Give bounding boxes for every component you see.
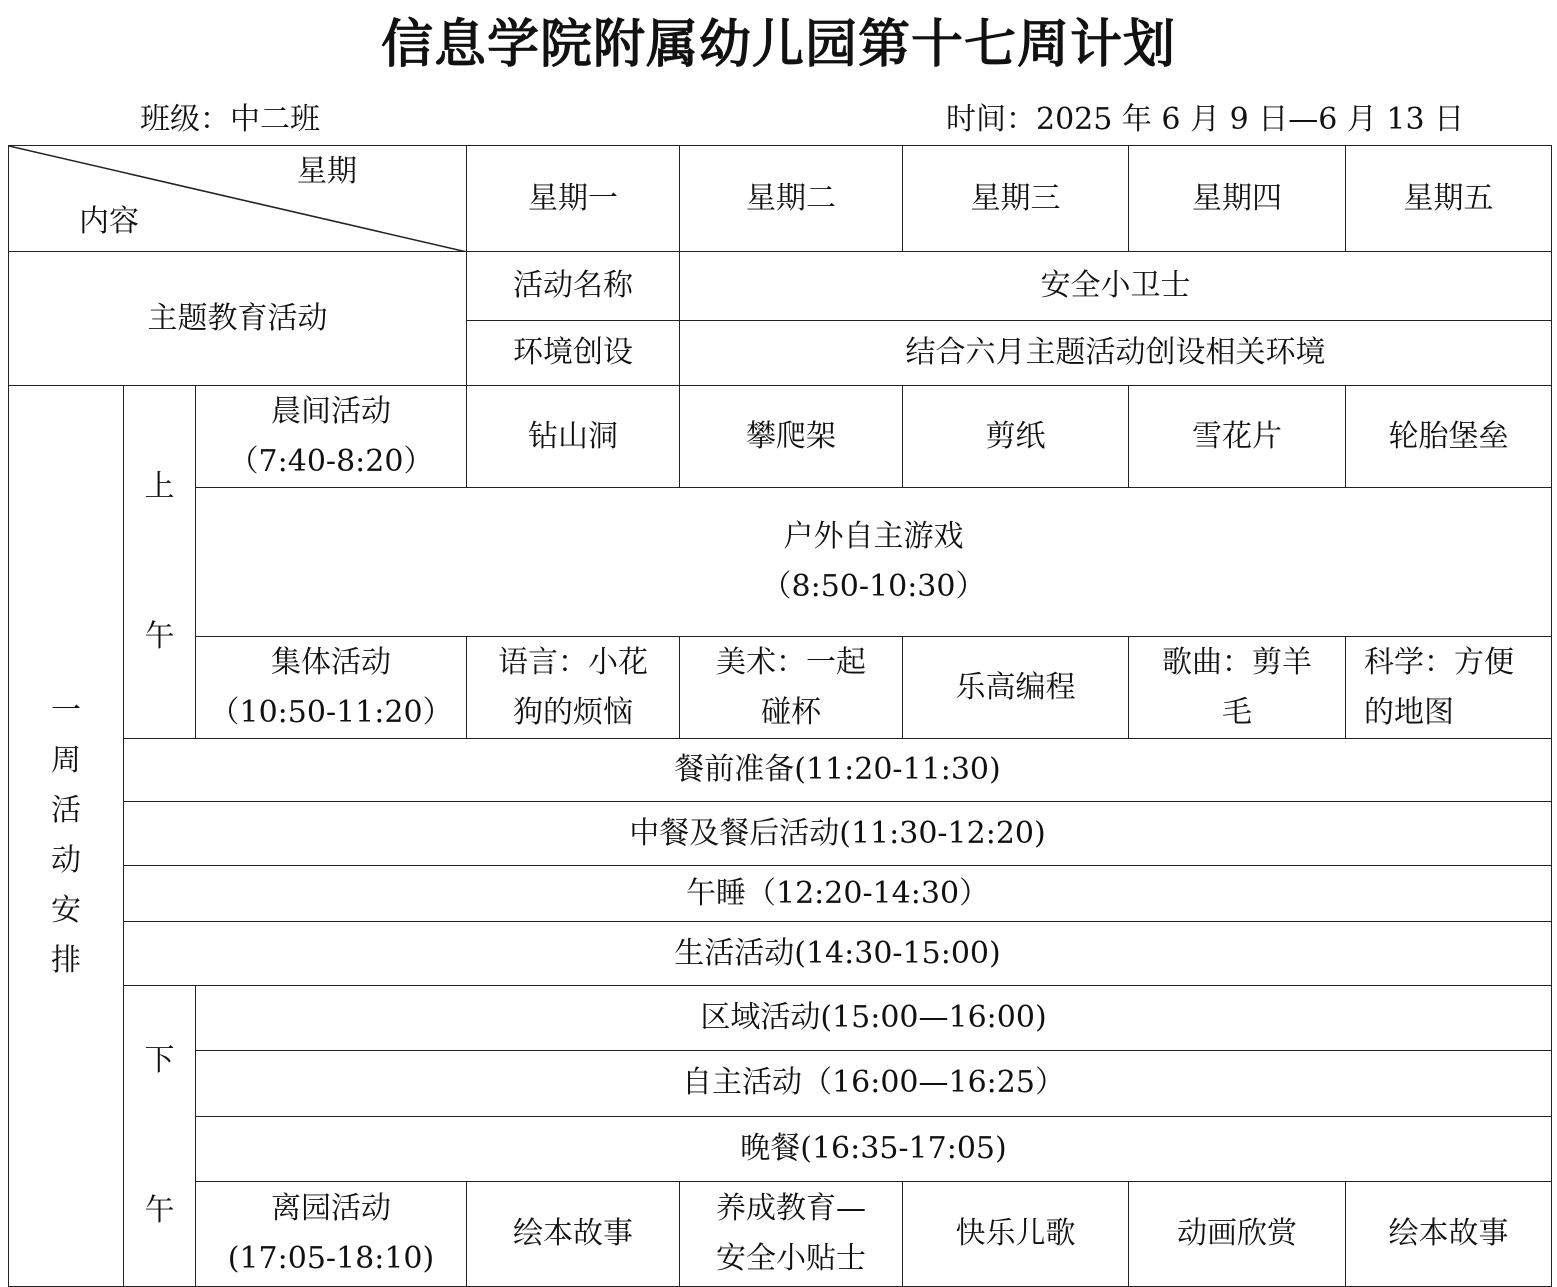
group-activity-fri — [1346, 637, 1552, 739]
theme-env-value: 结合六月主题活动创设相关环境 — [680, 321, 1552, 386]
leave-activity-row — [9, 1181, 1552, 1286]
leave-activity-mon — [467, 1181, 680, 1286]
leave-activity-line: 养成教育— — [716, 1190, 867, 1226]
group-activity-time: （10:50-11:20） — [209, 694, 453, 730]
lunch-row — [9, 802, 1552, 866]
group-activity-wed — [903, 637, 1129, 739]
group-activity-line: 碰杯 — [761, 694, 822, 730]
leave-activity-line: 安全小贴士 — [716, 1240, 867, 1276]
day-header-thu: 星期四 — [1129, 146, 1346, 252]
document-title: 信息学院附属幼儿园第十七周计划 — [380, 15, 1176, 75]
meal-prep-row — [9, 739, 1552, 802]
outdoor-label: 户外自主游戏 — [783, 519, 964, 554]
afternoon-label-char: 午 — [144, 1193, 175, 1228]
morning-activity-label — [196, 386, 467, 488]
group-activity-line: 乐高编程 — [955, 669, 1076, 705]
group-activity-line: 科学：方便 — [1364, 644, 1515, 680]
leave-activity-tue — [680, 1181, 903, 1286]
area-activity-cell: 区域活动(15:00—16:00) — [196, 986, 1552, 1051]
header-row — [9, 146, 1552, 252]
week-label-char: 排 — [51, 943, 81, 978]
life-activity-cell: 生活活动(14:30-15:00) — [124, 922, 1552, 986]
week-section-label — [9, 386, 124, 1287]
outdoor-cell — [196, 488, 1552, 637]
outdoor-time: （8:50-10:30） — [761, 569, 986, 604]
group-activity-line: 美术：一起 — [716, 644, 867, 680]
meal-prep-cell: 餐前准备(11:20-11:30) — [124, 739, 1552, 802]
corner-header-cell — [9, 146, 467, 252]
area-activity-row — [9, 986, 1552, 1051]
group-activity-line: 的地图 — [1364, 694, 1455, 730]
dinner-row — [9, 1116, 1552, 1181]
corner-label-content: 内容 — [79, 204, 139, 239]
group-activity-row — [9, 637, 1552, 739]
morning-label — [124, 386, 196, 739]
leave-activity-name: 离园活动 — [271, 1190, 391, 1226]
lunch-cell: 中餐及餐后活动(11:30-12:20) — [124, 802, 1552, 866]
leave-activity-label — [196, 1181, 467, 1286]
diagonal-divider — [9, 146, 467, 252]
leave-activity-line: 绘本故事 — [513, 1215, 634, 1251]
morning-activity-wed: 剪纸 — [903, 386, 1129, 488]
week-label-char: 活 — [51, 793, 81, 828]
free-activity-cell: 自主活动（16:00—16:25） — [196, 1050, 1552, 1116]
day-header-tue: 星期二 — [680, 146, 903, 252]
group-activity-label — [196, 637, 467, 739]
morning-label-char: 上 — [144, 469, 175, 504]
group-activity-mon — [467, 637, 680, 739]
day-header-mon: 星期一 — [467, 146, 680, 252]
week-label-char: 安 — [51, 893, 81, 928]
dinner-cell: 晚餐(16:35-17:05) — [196, 1116, 1552, 1181]
week-label-char: 动 — [51, 843, 81, 878]
group-activity-name: 集体活动 — [271, 644, 391, 680]
leave-activity-wed — [903, 1181, 1129, 1286]
leave-activity-line: 快乐儿歌 — [955, 1215, 1076, 1251]
date-label: 时间：2025 年 6 月 9 日—6 月 13 日 — [946, 102, 1465, 137]
group-activity-line: 狗的烦恼 — [513, 694, 634, 730]
leave-activity-line: 动画欣赏 — [1177, 1215, 1298, 1251]
nap-cell: 午睡（12:20-14:30） — [124, 866, 1552, 922]
morning-activity-time: （7:40-8:20） — [228, 443, 434, 479]
outdoor-row — [9, 488, 1552, 637]
afternoon-label-char: 下 — [144, 1043, 175, 1078]
morning-activity-tue: 攀爬架 — [680, 386, 903, 488]
morning-label-char: 午 — [144, 619, 175, 654]
group-activity-thu — [1129, 637, 1346, 739]
group-activity-line: 歌曲：剪羊 — [1162, 644, 1313, 680]
free-activity-row — [9, 1050, 1552, 1116]
group-activity-line: 语言：小花 — [498, 644, 649, 680]
afternoon-label — [124, 986, 196, 1287]
leave-activity-time: (17:05-18:10) — [227, 1240, 435, 1276]
morning-activity-mon: 钻山洞 — [467, 386, 680, 488]
weekly-plan-table — [8, 145, 1552, 1287]
morning-activity-fri: 轮胎堡垒 — [1346, 386, 1552, 488]
corner-label-weekday: 星期 — [297, 154, 357, 189]
week-label-char: 一 — [51, 693, 81, 728]
theme-name-value: 安全小卫士 — [680, 252, 1552, 321]
nap-row — [9, 866, 1552, 922]
week-label-char: 周 — [51, 743, 81, 778]
theme-name-row — [9, 252, 1552, 321]
day-header-wed: 星期三 — [903, 146, 1129, 252]
leave-activity-line: 绘本故事 — [1388, 1215, 1509, 1251]
morning-activity-row — [9, 386, 1552, 488]
morning-activity-thu: 雪花片 — [1129, 386, 1346, 488]
morning-activity-name: 晨间活动 — [271, 393, 391, 429]
theme-name-label: 活动名称 — [467, 252, 680, 321]
leave-activity-fri — [1346, 1181, 1552, 1286]
group-activity-line: 毛 — [1222, 694, 1253, 730]
theme-env-label: 环境创设 — [467, 321, 680, 386]
class-label: 班级：中二班 — [140, 102, 320, 137]
day-header-fri: 星期五 — [1346, 146, 1552, 252]
group-activity-tue — [680, 637, 903, 739]
life-activity-row — [9, 922, 1552, 986]
leave-activity-thu — [1129, 1181, 1346, 1286]
theme-section-label: 主题教育活动 — [9, 252, 467, 386]
